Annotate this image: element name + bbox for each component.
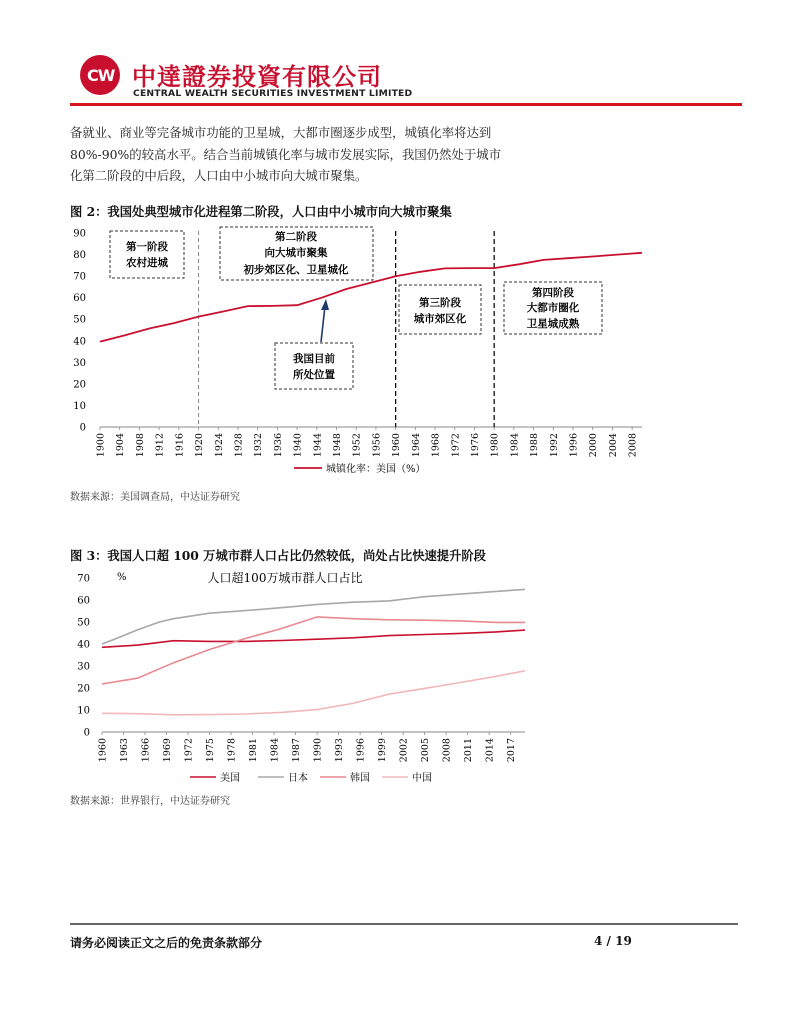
x-tick-label: 1944 xyxy=(312,433,324,458)
x-tick-label: 1993 xyxy=(334,738,346,763)
figure3-chart xyxy=(70,568,540,788)
x-tick-label: 1960 xyxy=(391,433,403,458)
stage4-line2: 大都市圈化 xyxy=(526,302,580,314)
x-tick-label: 1912 xyxy=(154,433,166,458)
y-tick-label: 60 xyxy=(73,293,86,305)
x-tick-label: 2011 xyxy=(463,738,475,763)
footer-rule xyxy=(70,923,738,925)
x-tick-label: 2017 xyxy=(506,738,518,763)
y-tick-label: 0 xyxy=(79,422,86,434)
x-tick-label: 1960 xyxy=(97,738,109,763)
stage3-line2: 城市郊区化 xyxy=(413,313,467,325)
stage2-line2: 向大城市聚集 xyxy=(264,247,328,259)
y-tick-label: 90 xyxy=(73,228,86,240)
footer-disclaimer: 请务必阅读正文之后的免责条款部分 xyxy=(70,936,263,950)
x-tick-label: 1920 xyxy=(194,433,206,458)
x-tick-label: 1990 xyxy=(312,738,324,763)
company-name-cn: 中達證券投資有限公司 xyxy=(132,63,382,91)
figure3-source: 数据来源：世界银行，中达证券研究 xyxy=(70,796,230,807)
x-tick-label: 1900 xyxy=(95,433,107,458)
x-tick-label: 1908 xyxy=(134,433,146,458)
y-tick-label: 30 xyxy=(73,357,86,369)
current-line1: 我国目前 xyxy=(293,353,335,365)
legend-label: 美国 xyxy=(220,773,240,784)
y-tick-label: 50 xyxy=(77,617,90,629)
figure3-title: 图 3：我国人口超 100 万城市群人口占比仍然较低，尚处占比快速提升阶段 xyxy=(70,548,486,563)
series-line-us xyxy=(102,630,525,647)
y-tick-label: 20 xyxy=(77,683,90,695)
figure2-source: 数据来源：美国调查局，中达证券研究 xyxy=(70,492,240,503)
x-tick-label: 2008 xyxy=(441,738,453,763)
header-rule xyxy=(70,103,742,106)
arrow-head-icon xyxy=(321,299,329,310)
x-tick-label: 2005 xyxy=(420,738,432,763)
x-tick-label: 1964 xyxy=(410,433,422,458)
x-tick-label: 1988 xyxy=(529,433,541,458)
y-tick-label: 50 xyxy=(73,314,86,326)
y-tick-label: 60 xyxy=(77,595,90,607)
x-tick-label: 1969 xyxy=(162,738,174,763)
x-tick-label: 1956 xyxy=(371,433,383,458)
body-paragraph xyxy=(70,122,545,187)
x-tick-label: 1936 xyxy=(272,433,284,458)
y-tick-label: 10 xyxy=(77,705,90,717)
x-tick-label: 1963 xyxy=(119,738,131,763)
x-tick-label: 2004 xyxy=(607,433,619,458)
stage3-box xyxy=(399,285,481,334)
x-tick-label: 1976 xyxy=(469,433,481,458)
paragraph-line: 备就业、商业等完备城市功能的卫星城，大都市圈逐步成型，城镇化率将达到 xyxy=(70,125,492,140)
x-tick-label: 1948 xyxy=(332,433,344,458)
x-tick-label: 1999 xyxy=(377,738,389,763)
y-tick-label: 40 xyxy=(77,639,90,651)
x-tick-label: 1940 xyxy=(292,433,304,458)
x-tick-label: 1978 xyxy=(226,738,238,763)
stage4-line3: 卫星城成熟 xyxy=(526,318,580,330)
y-tick-label: 10 xyxy=(73,400,86,412)
x-tick-label: 1904 xyxy=(115,433,127,458)
x-tick-label: 1972 xyxy=(183,738,195,763)
current-line2: 所处位置 xyxy=(293,369,335,381)
stage4-line1: 第四阶段 xyxy=(532,287,574,299)
x-tick-label: 1996 xyxy=(568,433,580,458)
y-tick-label: 70 xyxy=(77,573,90,585)
y-tick-label: 40 xyxy=(73,336,86,348)
paragraph-line: 化第二阶段的中后段，人口由中小城市向大城市聚集。 xyxy=(70,168,368,183)
stage1-line2: 农村进城 xyxy=(126,257,168,269)
page-number: 4 / 19 xyxy=(594,934,632,948)
current-position-box xyxy=(275,343,353,389)
legend-label: 日本 xyxy=(288,773,308,784)
stage1-box xyxy=(110,231,184,278)
x-tick-label: 1966 xyxy=(140,738,152,763)
x-tick-label: 1968 xyxy=(430,433,442,458)
x-tick-label: 1916 xyxy=(174,433,186,458)
x-tick-label: 1987 xyxy=(291,738,303,763)
y-tick-label: 80 xyxy=(73,250,86,262)
x-tick-label: 2014 xyxy=(484,738,496,763)
y-tick-label: 0 xyxy=(83,727,90,739)
x-tick-label: 1996 xyxy=(355,738,367,763)
x-tick-label: 1981 xyxy=(248,738,260,763)
x-tick-label: 1992 xyxy=(548,433,560,458)
logo-text: CW xyxy=(87,66,115,85)
y-tick-label: 70 xyxy=(73,271,86,283)
x-tick-label: 2008 xyxy=(627,433,639,458)
x-tick-label: 1952 xyxy=(351,433,363,458)
x-tick-label: 1924 xyxy=(213,433,225,458)
legend-label: 中国 xyxy=(412,773,432,784)
x-tick-label: 1972 xyxy=(450,433,462,458)
stage2-line3: 初步郊区化、卫星城化 xyxy=(243,264,349,276)
chart-inner-title: 人口超100万城市群人口占比 xyxy=(207,571,363,585)
x-tick-label: 2002 xyxy=(398,738,410,763)
current-position-arrow xyxy=(321,306,325,342)
company-name-en: CENTRAL WEALTH SECURITIES INVESTMENT LIMITED xyxy=(133,88,413,99)
x-tick-label: 1932 xyxy=(253,433,265,458)
x-tick-label: 1984 xyxy=(269,738,281,763)
x-tick-label: 1928 xyxy=(233,433,245,458)
legend-label-us: 城镇化率：美国（%） xyxy=(326,464,426,475)
x-tick-label: 1975 xyxy=(205,738,217,763)
paragraph-line: 80%-90%的较高水平。结合当前城镇化率与城市发展实际，我国仍然处于城市 xyxy=(70,146,501,162)
series-line-korea xyxy=(102,617,525,684)
stage3-line1: 第三阶段 xyxy=(419,297,461,309)
y-tick-label: 20 xyxy=(73,379,86,391)
y-tick-label: 30 xyxy=(77,661,90,673)
legend-label: 韩国 xyxy=(350,773,370,784)
figure2-chart xyxy=(70,222,650,484)
x-tick-label: 2000 xyxy=(588,433,600,458)
x-tick-label: 1980 xyxy=(489,433,501,458)
series-line-china xyxy=(102,671,525,715)
x-tick-label: 1984 xyxy=(509,433,521,458)
stage1-line1: 第一阶段 xyxy=(126,241,168,253)
series-line-japan xyxy=(102,589,525,644)
stage2-line1: 第二阶段 xyxy=(275,231,317,243)
figure2-title: 图 2：我国处典型城市化进程第二阶段，人口由中小城市向大城市聚集 xyxy=(70,204,452,219)
y-unit-label: % xyxy=(117,572,127,583)
